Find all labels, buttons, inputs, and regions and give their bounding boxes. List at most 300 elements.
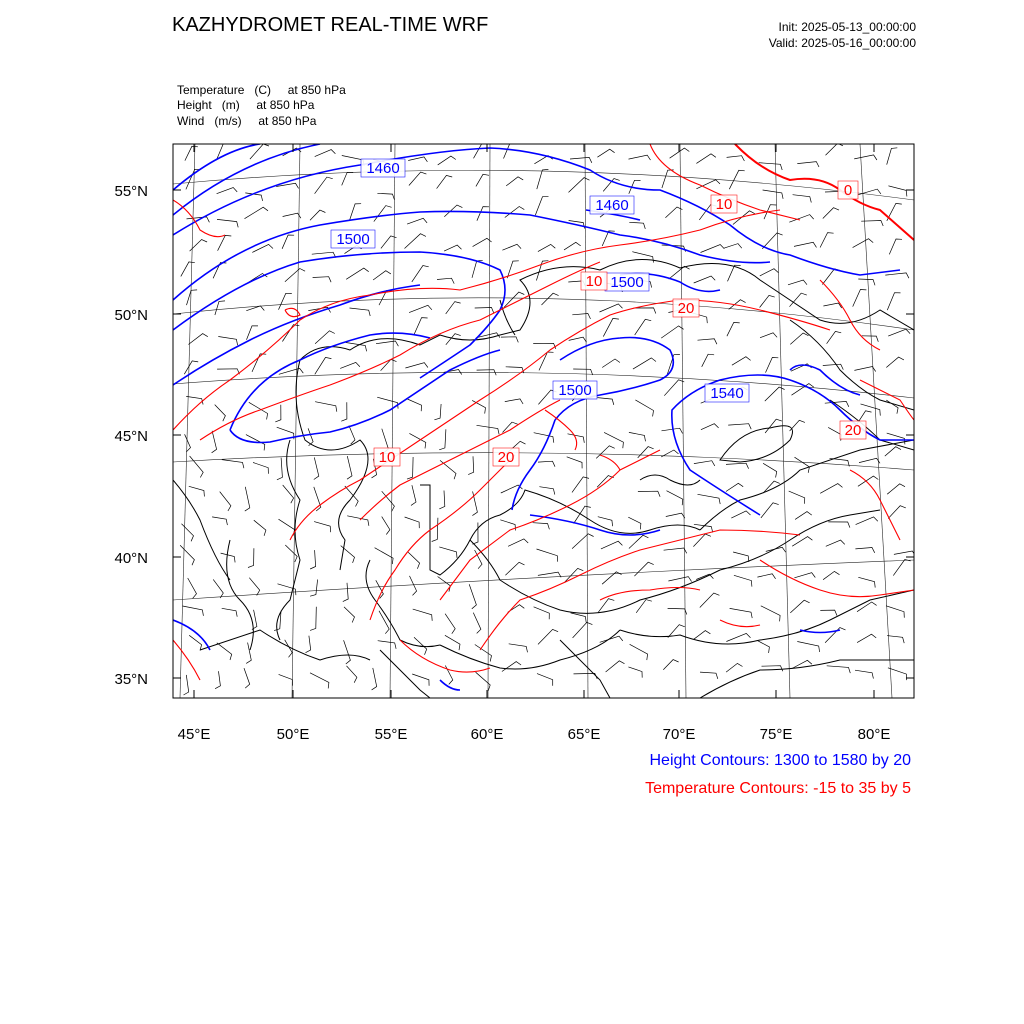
graticule	[173, 144, 914, 698]
wind-barb	[628, 667, 642, 678]
wind-barb	[638, 447, 654, 458]
wind-barb	[667, 491, 683, 506]
field-unit: (C)	[254, 83, 272, 97]
wind-barb	[797, 642, 819, 653]
contour-label	[711, 195, 737, 213]
svg-text:10: 10	[715, 196, 733, 213]
wind-barb	[506, 177, 523, 186]
wind-barb	[572, 477, 589, 493]
wind-barb	[346, 268, 369, 279]
wind-barb	[826, 143, 844, 155]
wind-barb	[853, 290, 867, 307]
lon-label: 70°E	[662, 726, 696, 743]
wind-barb	[310, 607, 316, 631]
wind-barb	[189, 486, 205, 496]
wind-barb	[894, 551, 916, 556]
wind-barb	[537, 169, 549, 189]
wind-barb	[761, 606, 780, 622]
wind-barb	[726, 663, 742, 672]
wind-barb	[184, 675, 189, 695]
wind-barb	[602, 359, 620, 368]
wind-barb	[635, 400, 653, 417]
wind-barb	[698, 494, 721, 504]
wind-barb	[245, 487, 250, 511]
svg-text:1500: 1500	[336, 231, 370, 248]
wind-barb	[188, 578, 197, 598]
wind-barb	[853, 239, 874, 248]
wind-barb	[696, 154, 716, 164]
wind-barb	[535, 197, 548, 216]
wind-barb	[347, 456, 352, 479]
wind-barb	[668, 608, 687, 614]
wind-barb	[473, 238, 492, 246]
field-unit: (m/s)	[214, 114, 242, 128]
wind-barb	[820, 233, 834, 248]
svg-text:1540: 1540	[710, 385, 744, 402]
wind-barb	[409, 305, 432, 312]
svg-text:0: 0	[843, 182, 853, 199]
wind-barb	[437, 175, 453, 188]
wind-barb	[757, 640, 769, 653]
wind-barb	[823, 208, 839, 219]
wind-barb	[275, 405, 281, 422]
wind-barb	[282, 325, 299, 342]
wind-barb	[375, 548, 394, 564]
wind-barb	[630, 644, 648, 660]
wind-barb	[250, 144, 269, 159]
wind-barb	[218, 337, 237, 346]
svg-text:1460: 1460	[366, 160, 400, 177]
wind-barb	[760, 269, 779, 276]
wind-barb	[857, 634, 876, 642]
contour-label	[705, 384, 749, 402]
wind-barb	[629, 535, 649, 548]
wind-barb	[188, 334, 207, 345]
lon-label: 50°E	[276, 726, 310, 743]
wind-barb	[885, 447, 901, 456]
wind-barb	[509, 644, 528, 653]
wind-barb	[253, 463, 268, 474]
wind-barb	[477, 425, 500, 434]
lat-label: 45°N	[114, 428, 148, 445]
svg-text:20: 20	[497, 449, 515, 466]
wind-barb	[315, 177, 333, 194]
wind-barb	[795, 457, 810, 473]
wind-barb	[726, 633, 750, 641]
field-name: Wind	[177, 114, 205, 128]
wind-barb	[596, 446, 615, 459]
wind-barb	[694, 276, 716, 283]
wind-barb	[572, 314, 590, 319]
wind-barb	[412, 266, 429, 282]
contour-label	[581, 272, 607, 290]
wind-barb	[790, 600, 809, 613]
wind-barb	[731, 511, 750, 518]
wind-barb	[475, 308, 494, 314]
wind-barb	[315, 331, 335, 344]
wind-barb	[728, 424, 751, 430]
wind-barb	[632, 252, 653, 263]
wind-barb	[340, 362, 360, 368]
wind-barb	[885, 273, 909, 278]
wind-barb	[215, 301, 225, 315]
wind-barb	[635, 319, 652, 335]
lat-label: 35°N	[114, 671, 148, 688]
wind-barb	[827, 331, 842, 343]
field-level: at 850 hPa	[258, 114, 317, 128]
wind-barb	[350, 204, 362, 220]
wind-barb	[212, 517, 227, 525]
wind-barb	[186, 169, 201, 189]
contour-label	[605, 273, 649, 291]
wind-barb	[537, 674, 553, 686]
wind-barb	[277, 458, 283, 480]
wind-barb	[347, 666, 357, 683]
wind-barbs	[180, 139, 915, 695]
wind-barb	[444, 245, 461, 251]
lon-labels	[178, 726, 891, 743]
wind-barb	[826, 540, 845, 546]
wind-barb	[698, 339, 717, 344]
wind-barb	[858, 577, 875, 587]
contour-label	[840, 421, 866, 439]
wind-barb	[859, 458, 880, 463]
wind-barb	[181, 262, 195, 277]
wind-barb	[854, 367, 875, 372]
wind-barb	[382, 517, 390, 535]
wind-barb	[597, 149, 614, 157]
svg-text:20: 20	[677, 300, 695, 317]
wind-barb	[285, 545, 297, 562]
wind-barb	[222, 608, 238, 616]
wind-barb	[408, 157, 427, 162]
wind-barb	[310, 550, 316, 569]
wind-barb	[793, 195, 812, 203]
wind-barb	[475, 550, 482, 569]
wind-barb	[858, 476, 878, 486]
wind-barb	[857, 602, 877, 612]
wind-barb	[763, 190, 784, 199]
wind-barb	[887, 484, 905, 494]
wind-barb	[701, 245, 725, 253]
wind-barb	[886, 357, 904, 367]
wind-barb	[534, 433, 554, 443]
wind-barb	[409, 433, 425, 448]
wind-barb	[378, 641, 396, 649]
wind-barb	[668, 577, 691, 582]
wind-barb	[314, 457, 319, 479]
wind-barb	[187, 290, 198, 305]
wind-barb	[730, 608, 753, 618]
wind-barb	[887, 148, 898, 165]
temperature-contours	[173, 144, 914, 680]
wind-barb	[664, 380, 684, 396]
wind-barb	[855, 670, 873, 678]
wind-barb	[795, 512, 812, 520]
wind-barb	[405, 517, 420, 528]
wind-barb	[285, 269, 305, 282]
wind-barb	[310, 210, 325, 220]
wind-barb	[694, 461, 715, 466]
wind-barb	[434, 404, 441, 420]
wind-barb	[432, 518, 438, 542]
wind-barb	[279, 519, 295, 535]
wind-barb	[182, 524, 194, 542]
wind-barb	[446, 302, 461, 314]
wind-barb	[315, 357, 332, 374]
wind-barb	[757, 574, 775, 579]
wind-barb	[887, 636, 904, 644]
wind-barb	[573, 622, 593, 638]
wind-barb	[661, 326, 683, 338]
wind-barb	[628, 517, 641, 529]
wind-barb	[406, 399, 421, 412]
wind-barb	[505, 207, 525, 218]
wind-barb	[212, 431, 217, 453]
contour-label	[493, 448, 519, 466]
height-contours	[173, 144, 914, 690]
wind-barb	[694, 631, 711, 640]
lon-label: 65°E	[567, 726, 601, 743]
wind-barb	[472, 523, 478, 545]
field-level: at 850 hPa	[256, 98, 315, 112]
wind-barb	[664, 548, 687, 553]
wind-barb	[245, 207, 269, 219]
wind-barb	[662, 428, 683, 433]
wind-barb	[342, 172, 354, 185]
wind-barb	[634, 562, 653, 576]
wind-barb	[279, 293, 292, 309]
wind-barb	[349, 426, 355, 445]
wind-barb	[409, 172, 427, 186]
wind-barb	[408, 552, 419, 568]
wind-barb	[180, 545, 194, 565]
wind-barb	[790, 333, 808, 344]
wind-barb	[505, 399, 523, 404]
wind-barb	[372, 668, 377, 690]
wind-barb	[306, 636, 311, 653]
wind-barb	[567, 457, 582, 469]
temperature-contour-labels	[374, 181, 866, 466]
wind-barb	[823, 364, 844, 369]
wind-barb	[213, 579, 223, 598]
svg-text:1500: 1500	[558, 382, 592, 399]
wind-barb	[761, 503, 779, 518]
wind-barb	[472, 400, 485, 413]
wind-barb	[888, 506, 906, 519]
field-unit: (m)	[221, 98, 240, 112]
wind-barb	[888, 186, 907, 197]
wind-barb	[244, 668, 250, 688]
wind-barb	[469, 584, 476, 609]
wind-barb	[633, 358, 656, 369]
wind-barb	[407, 457, 413, 479]
contour-label	[553, 381, 597, 399]
wind-barb	[217, 188, 238, 194]
wind-barb	[888, 329, 910, 336]
wind-barb	[571, 613, 587, 623]
wind-barb	[315, 150, 336, 157]
wind-barb	[405, 234, 426, 249]
wind-barb	[726, 483, 743, 491]
wind-barb	[893, 560, 910, 576]
wind-barb	[887, 293, 900, 310]
wind-barb	[790, 293, 807, 307]
wind-barb	[468, 456, 474, 474]
wind-barb	[886, 606, 904, 618]
wind-barb	[183, 606, 204, 616]
wind-barb	[439, 429, 446, 450]
wind-barb	[766, 358, 779, 373]
wind-barb	[763, 463, 777, 477]
wind-barb	[729, 170, 744, 189]
wind-barb	[539, 487, 554, 495]
contour-label	[590, 196, 634, 214]
wind-barb	[282, 235, 294, 249]
wind-barb	[828, 427, 841, 440]
wind-barb	[760, 333, 777, 338]
wind-barb	[508, 539, 528, 546]
wind-barb	[636, 600, 652, 613]
wind-barb	[439, 491, 445, 509]
wind-barb	[414, 318, 428, 336]
wind-barb	[350, 308, 371, 316]
wind-barb	[572, 534, 594, 549]
wind-barb	[379, 611, 389, 634]
wind-barb	[373, 271, 391, 280]
contour-label	[838, 181, 858, 199]
wind-barb	[437, 278, 454, 283]
wind-barb	[439, 547, 457, 558]
wind-barb	[597, 398, 613, 405]
height-legend: Height Contours: 1300 to 1580 by 20	[649, 752, 911, 769]
wind-barb	[606, 661, 625, 672]
wind-barb	[503, 422, 518, 432]
wind-barb	[538, 461, 555, 467]
lat-label: 55°N	[114, 183, 148, 200]
wind-barb	[502, 244, 521, 250]
wind-barb	[822, 269, 840, 285]
wind-barb	[732, 357, 751, 366]
wind-barb	[792, 537, 812, 547]
wind-barb	[413, 609, 433, 621]
wind-barb	[222, 460, 244, 469]
contour-label	[374, 448, 400, 466]
lon-label: 60°E	[470, 726, 504, 743]
wind-barb	[185, 146, 198, 160]
wind-barb	[217, 369, 239, 375]
wind-barb	[374, 206, 392, 222]
wind-barb	[279, 674, 293, 685]
lat-label: 40°N	[114, 550, 148, 567]
wind-barb	[248, 548, 254, 567]
svg-text:20: 20	[844, 422, 862, 439]
wind-barb	[376, 341, 398, 346]
chart-title: KAZHYDROMET REAL-TIME WRF	[172, 14, 489, 36]
wind-barb	[598, 517, 613, 527]
wind-barb	[788, 280, 807, 285]
wind-barb	[702, 354, 714, 367]
wind-barb	[502, 662, 521, 672]
wind-barb	[537, 549, 558, 562]
wind-barb	[666, 513, 685, 518]
wind-barb	[760, 295, 775, 307]
wind-barb	[855, 548, 874, 553]
wind-barb	[604, 432, 623, 448]
wind-barb	[343, 583, 348, 602]
wind-barb	[341, 402, 347, 421]
map-frame	[173, 144, 914, 698]
ticks	[173, 144, 914, 698]
wind-barb	[217, 643, 232, 660]
wind-barb	[476, 174, 489, 186]
wind-barb	[538, 629, 558, 644]
wind-barb	[218, 235, 232, 250]
wind-barb	[823, 303, 841, 308]
lat-labels	[114, 183, 148, 688]
wind-barb	[249, 578, 259, 596]
wind-barb	[310, 673, 329, 689]
field-level: at 850 hPa	[287, 83, 346, 97]
wind-barb	[856, 517, 878, 525]
wind-barb	[344, 640, 351, 664]
wind-barb	[411, 485, 416, 505]
wind-barb	[570, 157, 592, 162]
wind-barb	[820, 484, 842, 494]
wind-barb	[762, 233, 782, 249]
svg-text:10: 10	[378, 449, 396, 466]
wind-barb	[501, 337, 518, 343]
wind-barb	[827, 666, 851, 673]
wind-barb	[313, 277, 332, 283]
wind-barb	[700, 593, 720, 608]
wind-barb	[724, 244, 742, 249]
wind-barb	[215, 405, 226, 422]
wind-barb	[534, 607, 550, 619]
wind-barb	[727, 156, 745, 161]
wind-barb	[665, 207, 682, 218]
wind-barb	[600, 304, 623, 312]
wind-barb	[539, 352, 554, 370]
wind-barb	[254, 520, 266, 536]
wind-barb	[789, 491, 805, 504]
wind-barb	[662, 170, 674, 188]
wind-barb	[569, 178, 590, 193]
wind-barb	[825, 628, 845, 643]
wind-barb	[727, 322, 740, 336]
wind-barb	[597, 476, 614, 488]
wind-barb	[601, 541, 623, 549]
wind-barb	[410, 576, 417, 596]
wind-barb	[283, 485, 294, 503]
wind-barb	[734, 575, 752, 586]
wind-barb	[638, 491, 660, 497]
wind-barb	[733, 552, 749, 562]
wind-barb	[629, 432, 646, 441]
wind-barb	[538, 244, 555, 251]
wind-barb	[794, 573, 815, 578]
svg-text:1500: 1500	[610, 274, 644, 291]
lon-label: 55°E	[374, 726, 408, 743]
wind-barb	[314, 522, 331, 533]
wind-barb	[828, 522, 850, 528]
wind-barb	[629, 222, 645, 229]
wind-barb	[347, 516, 369, 526]
wind-barb	[190, 456, 204, 478]
wind-barb	[696, 180, 720, 189]
init-time: Init: 2025-05-13_00:00:00	[778, 20, 916, 34]
wind-barb	[246, 643, 251, 664]
